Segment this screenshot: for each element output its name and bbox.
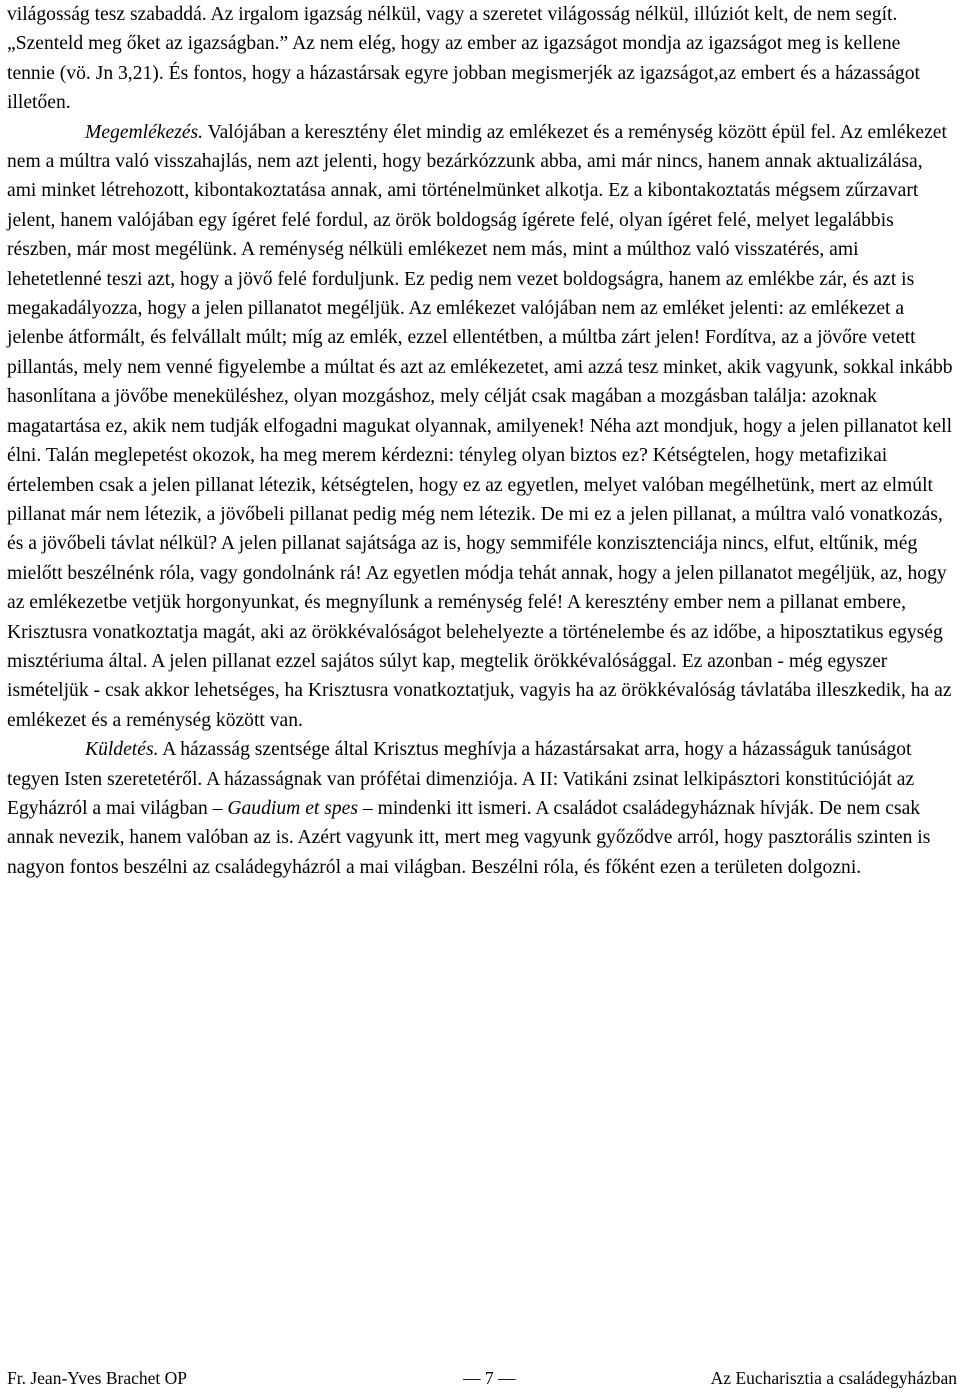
page-footer (7, 1365, 957, 1391)
paragraph-3-italic-title: Gaudium et spes (227, 797, 358, 819)
paragraph-3-lead: Küldetés. (85, 739, 159, 761)
paragraph-1 (7, 0, 953, 118)
footer-author: Fr. Jean-Yves Brachet OP (7, 1368, 188, 1388)
paragraph-2 (7, 118, 953, 736)
paragraph-3-text-after: – mindenki itt ismeri. A családot családegyháznak hívják. De nem csak annak nevezik, hanem valóban az is. Azért vagyunk itt, mert meg vagyunk győződve arról, hogy pasztorális szinten is nagyon fontos beszélni az családegyházról a mai világban. Beszélni róla, és főként ezen a területen dolgozni. (7, 797, 931, 878)
document-page (7, 0, 953, 882)
paragraph-2-text: Valójában a keresztény élet mindig az emlékezet és a reménység között épül fel. Az emlékezet nem a múltra való visszahajlás, nem azt jelenti, hogy bezárkózzunk abba, ami már nincs, hanem annak aktualizálása, ami minket létrehozott, kibontakoztatása annak, ami történelmünket alkotja. Ez a kibontakoztatás mégsem zűrzavart jelent, hanem valójában egy ígéret felé fordul, az örök boldogság ígérete felé, olyan ígéret felé, melyet legalábbis részben, már most megélünk. A reménység nélküli emlékezet nem más, mint a múlthoz való visszatérés, ami lehetetlenné teszi azt, hogy a jövő felé forduljunk. Ez pedig nem vezet boldogságra, hanem az emlékbe zár, és azt is megakadályozza, hogy a jelen pillanatot megéljük. Az emlékezet valójában nem az emléket jelenti: az emlékezet a jelenbe átformált, és felvállalt múlt; míg az emlék, ezzel ellentétben, a múltba zárt jelen! Fordítva, az a jövőre vetett pillantás, mely nem venné figyelembe a múltat és azt az emlékezetet, ami azzá tesz minket, akik vagyunk, sokkal inkább hasonlítana a jövőbe meneküléshez, olyan mozgáshoz, mely célját csak magában a mozgásban találja: azoknak magatartása ez, akik nem tudják elfogadni magukat olyannak, amilyenek! Néha azt mondjuk, hogy a jelen pillanatot kell élni. Talán meglepetést okozok, ha meg merem kérdezni: tényleg olyan biztos ez? Kétségtelen, hogy metafizikai értelemben csak a jelen pillanat létezik, kétségtelen, hogy ez az egyetlen, melyet valóban megélhetünk, mert az elmúlt pillanat már nem létezik, a jövőbeli pillanat pedig még nem létezik. De mi ez a jelen pillanat, a múltra való vonatkozás, és a jövőbeli távlat nélkül? A jelen pillanat sajátsága az is, hogy semmiféle konzisztenciája nincs, elfut, eltűnik, még mielőtt beszélnénk róla, vagy gondolnánk rá! Az egyetlen módja tehát annak, hogy a jelen pillanatot megéljük, az, hogy az emlékezetbe vetjük horgonyunkat, és megnyílunk a reménység felé! A keresztény ember nem a pillanat embere, Krisztusra vonatkoztatja magát, aki az örökkévalóságot belehelyezte a történelembe és az időbe, a hiposztatikus egység misztériuma által. A jelen pillanat ezzel sajátos súlyt kap, megtelik örökkévalósággal. Ez azonban - még egyszer ismételjük - csak akkor lehetséges, ha Krisztusra vonatkoztatjuk, vagyis ha az örökkévalóság távlatába illeszkedik, ha az emlékezet és a reménység között van. (7, 121, 953, 731)
paragraph-3-text-before: A házasság szentsége által Krisztus meghívja a házastársakat arra, hogy a házasságuk tanúságot tegyen Isten szeretetéről. A házasságnak van prófétai dimenziója. A II: Vatikáni zsinat lelkipásztori konstitúcióját az Egyházról a mai világban – (7, 739, 915, 819)
paragraph-2-lead: Megemlékezés. (85, 121, 204, 143)
paragraph-1-text: világosság tesz szabaddá. Az irgalom igazság nélkül, vagy a szeretet világosság nélkül, illúziót kelt, de nem segít. „Szenteld meg őket az igazságban.” Az nem elég, hogy az ember az igazságot mondja az igazságot meg is kellene tennie (vö. Jn 3,21). És fontos, hogy a házastársak egyre jobban megismerjék az igazságot,az embert és a házasságot illetően. (7, 4, 920, 114)
footer-page-number: — 7 — (463, 1368, 516, 1388)
paragraph-3 (7, 735, 953, 882)
footer-title: Az Eucharisztia a családegyházban (710, 1368, 957, 1388)
